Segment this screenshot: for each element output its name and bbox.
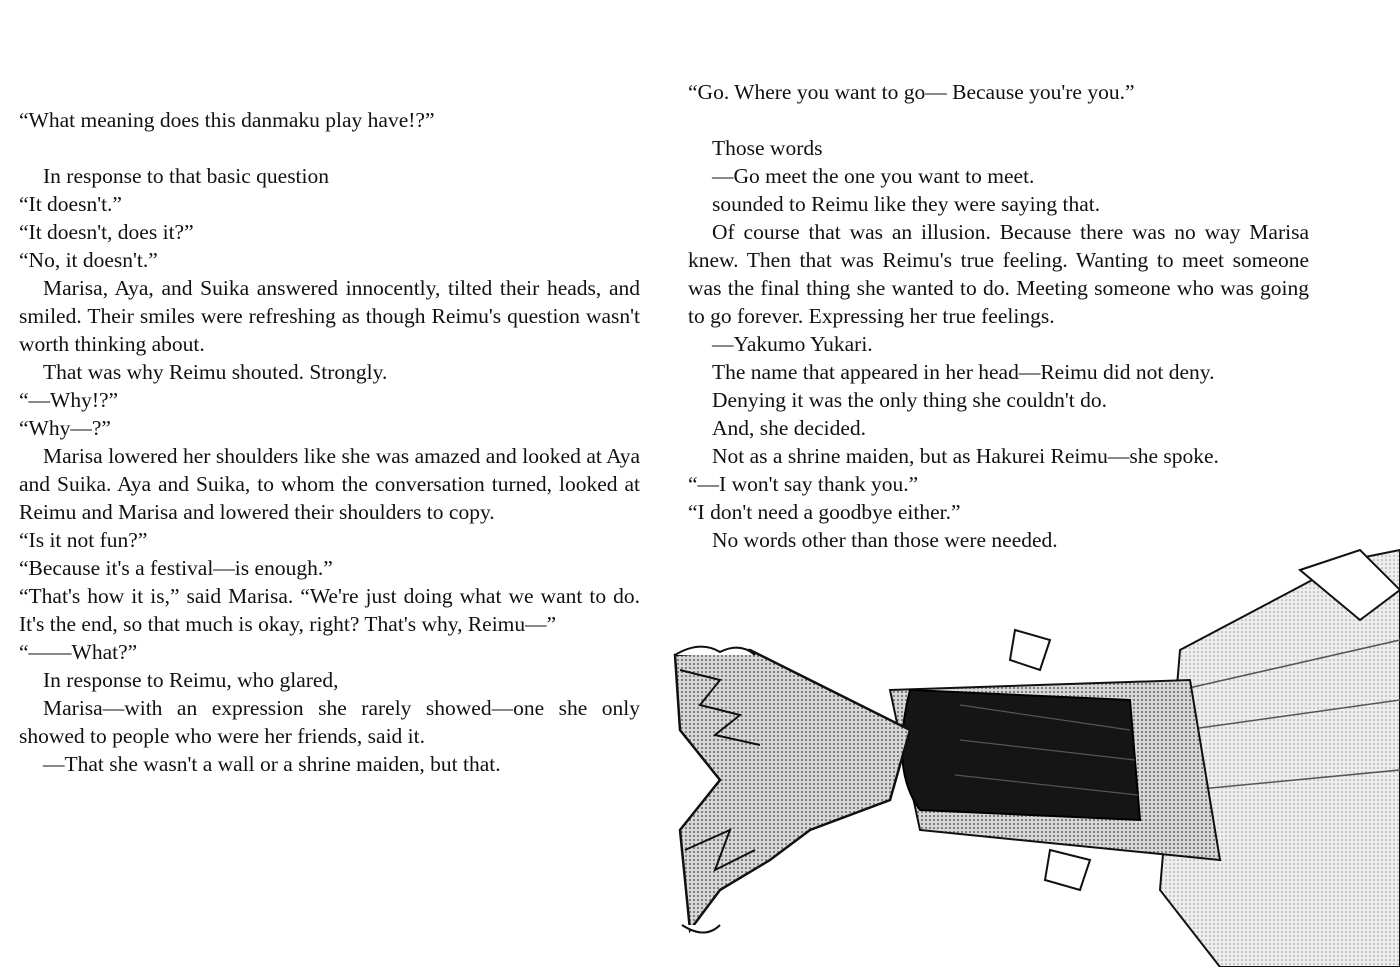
left-paragraph: “It doesn't.”: [19, 192, 122, 216]
manga-illustration: [660, 530, 1400, 967]
right-paragraph: —Go meet the one you want to meet.: [712, 164, 1035, 188]
left-paragraph: “That's how it is,” said Marisa. “We're just doing what we want to do. It's the end, so that much is okay, right? That's why, Reimu—”: [19, 584, 640, 636]
left-paragraph: “—Why!?”: [19, 388, 119, 412]
left-paragraph: “Is it not fun?”: [19, 528, 148, 552]
left-text-column: [19, 106, 640, 778]
left-paragraph: “Why—?”: [19, 416, 111, 440]
right-paragraph: Denying it was the only thing she couldn't do.: [712, 388, 1108, 412]
left-paragraph: In response to Reimu, who glared,: [43, 668, 339, 692]
left-paragraph: “——What?”: [19, 640, 138, 664]
left-paragraph: “No, it doesn't.”: [19, 248, 158, 272]
left-paragraph: Marisa lowered her shoulders like she was amazed and looked at Aya and Suika. Aya and Suika, to whom the conversation turned, looked at Reimu and Marisa and lowered their shoulders to copy.: [19, 444, 640, 524]
right-paragraph: Those words: [712, 136, 823, 160]
right-paragraph: And, she decided.: [712, 416, 867, 440]
right-paragraph: Of course that was an illusion. Because there was no way Marisa knew. Then that was Reimu's true feeling. Wanting to meet someone was the final thing she wanted to do. Meeting someone who was going to go forever. Expressing her true feelings.: [688, 220, 1309, 328]
left-paragraph: In response to that basic question: [43, 164, 330, 188]
right-text-column: [688, 78, 1309, 554]
left-paragraph: [19, 134, 640, 162]
left-paragraph: —That she wasn't a wall or a shrine maiden, but that.: [43, 752, 501, 776]
right-paragraph: “Go. Where you want to go— Because you're you.”: [688, 80, 1135, 104]
right-paragraph: No words other than those were needed.: [712, 528, 1058, 552]
right-paragraph: “—I won't say thank you.”: [688, 472, 919, 496]
left-paragraph: That was why Reimu shouted. Strongly.: [43, 360, 388, 384]
left-paragraph: Marisa, Aya, and Suika answered innocently, tilted their heads, and smiled. Their smiles were refreshing as though Reimu's question wasn't worth thinking about.: [19, 276, 640, 356]
right-paragraph: The name that appeared in her head—Reimu did not deny.: [712, 360, 1215, 384]
left-paragraph: “It doesn't, does it?”: [19, 220, 194, 244]
right-paragraph: “I don't need a goodbye either.”: [688, 500, 961, 524]
right-paragraph: sounded to Reimu like they were saying that.: [712, 192, 1101, 216]
right-paragraph: [688, 106, 1309, 134]
right-paragraph: Not as a shrine maiden, but as Hakurei Reimu—she spoke.: [712, 444, 1219, 468]
left-paragraph: Marisa—with an expression she rarely showed—one she only showed to people who were her friends, said it.: [19, 696, 640, 748]
left-paragraph: “What meaning does this danmaku play have!?”: [19, 108, 435, 132]
left-paragraph: “Because it's a festival—is enough.”: [19, 556, 333, 580]
right-paragraph: —Yakumo Yukari.: [712, 332, 873, 356]
